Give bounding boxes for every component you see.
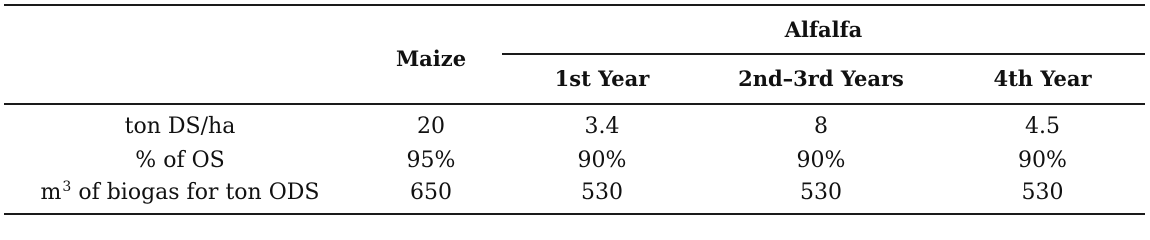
row-label-text: % of OS xyxy=(135,148,225,173)
header-alfalfa-1st-year: 1st Year xyxy=(554,66,650,91)
header-alfalfa-4th-year: 4th Year xyxy=(993,66,1092,91)
table-cell: 20 xyxy=(417,114,445,139)
row-label-percent-os xyxy=(4,148,356,173)
header-alfalfa: Alfalfa xyxy=(784,17,863,42)
header-bottom-rule xyxy=(4,103,1145,105)
row-label-biogas xyxy=(4,180,356,205)
table-cell: 530 xyxy=(1021,180,1064,205)
table-cell: 90% xyxy=(796,148,846,173)
table-cell: 95% xyxy=(406,148,456,173)
table-cell: 8 xyxy=(814,114,828,139)
table-cell: 90% xyxy=(577,148,627,173)
table-cell: 530 xyxy=(581,180,623,205)
row-label-superscript: 3 xyxy=(62,179,72,195)
header-alfalfa-2nd-3rd-years: 2nd–3rd Years xyxy=(738,66,904,91)
table-cell: 530 xyxy=(800,180,842,205)
table-cell: 3.4 xyxy=(584,114,620,139)
alfalfa-subheader-rule xyxy=(502,53,1145,55)
table-cell: 650 xyxy=(410,180,452,205)
row-label-text: ton DS/ha xyxy=(124,114,236,139)
row-label-unit: m xyxy=(40,180,62,205)
header-maize: Maize xyxy=(395,46,467,71)
table-cell: 90% xyxy=(1018,148,1067,173)
bottom-rule xyxy=(4,213,1145,215)
row-label-ton-ds-ha xyxy=(4,114,356,139)
table-cell: 4.5 xyxy=(1025,114,1060,139)
row-label-text: of biogas for ton ODS xyxy=(71,180,320,205)
top-rule xyxy=(4,4,1145,6)
